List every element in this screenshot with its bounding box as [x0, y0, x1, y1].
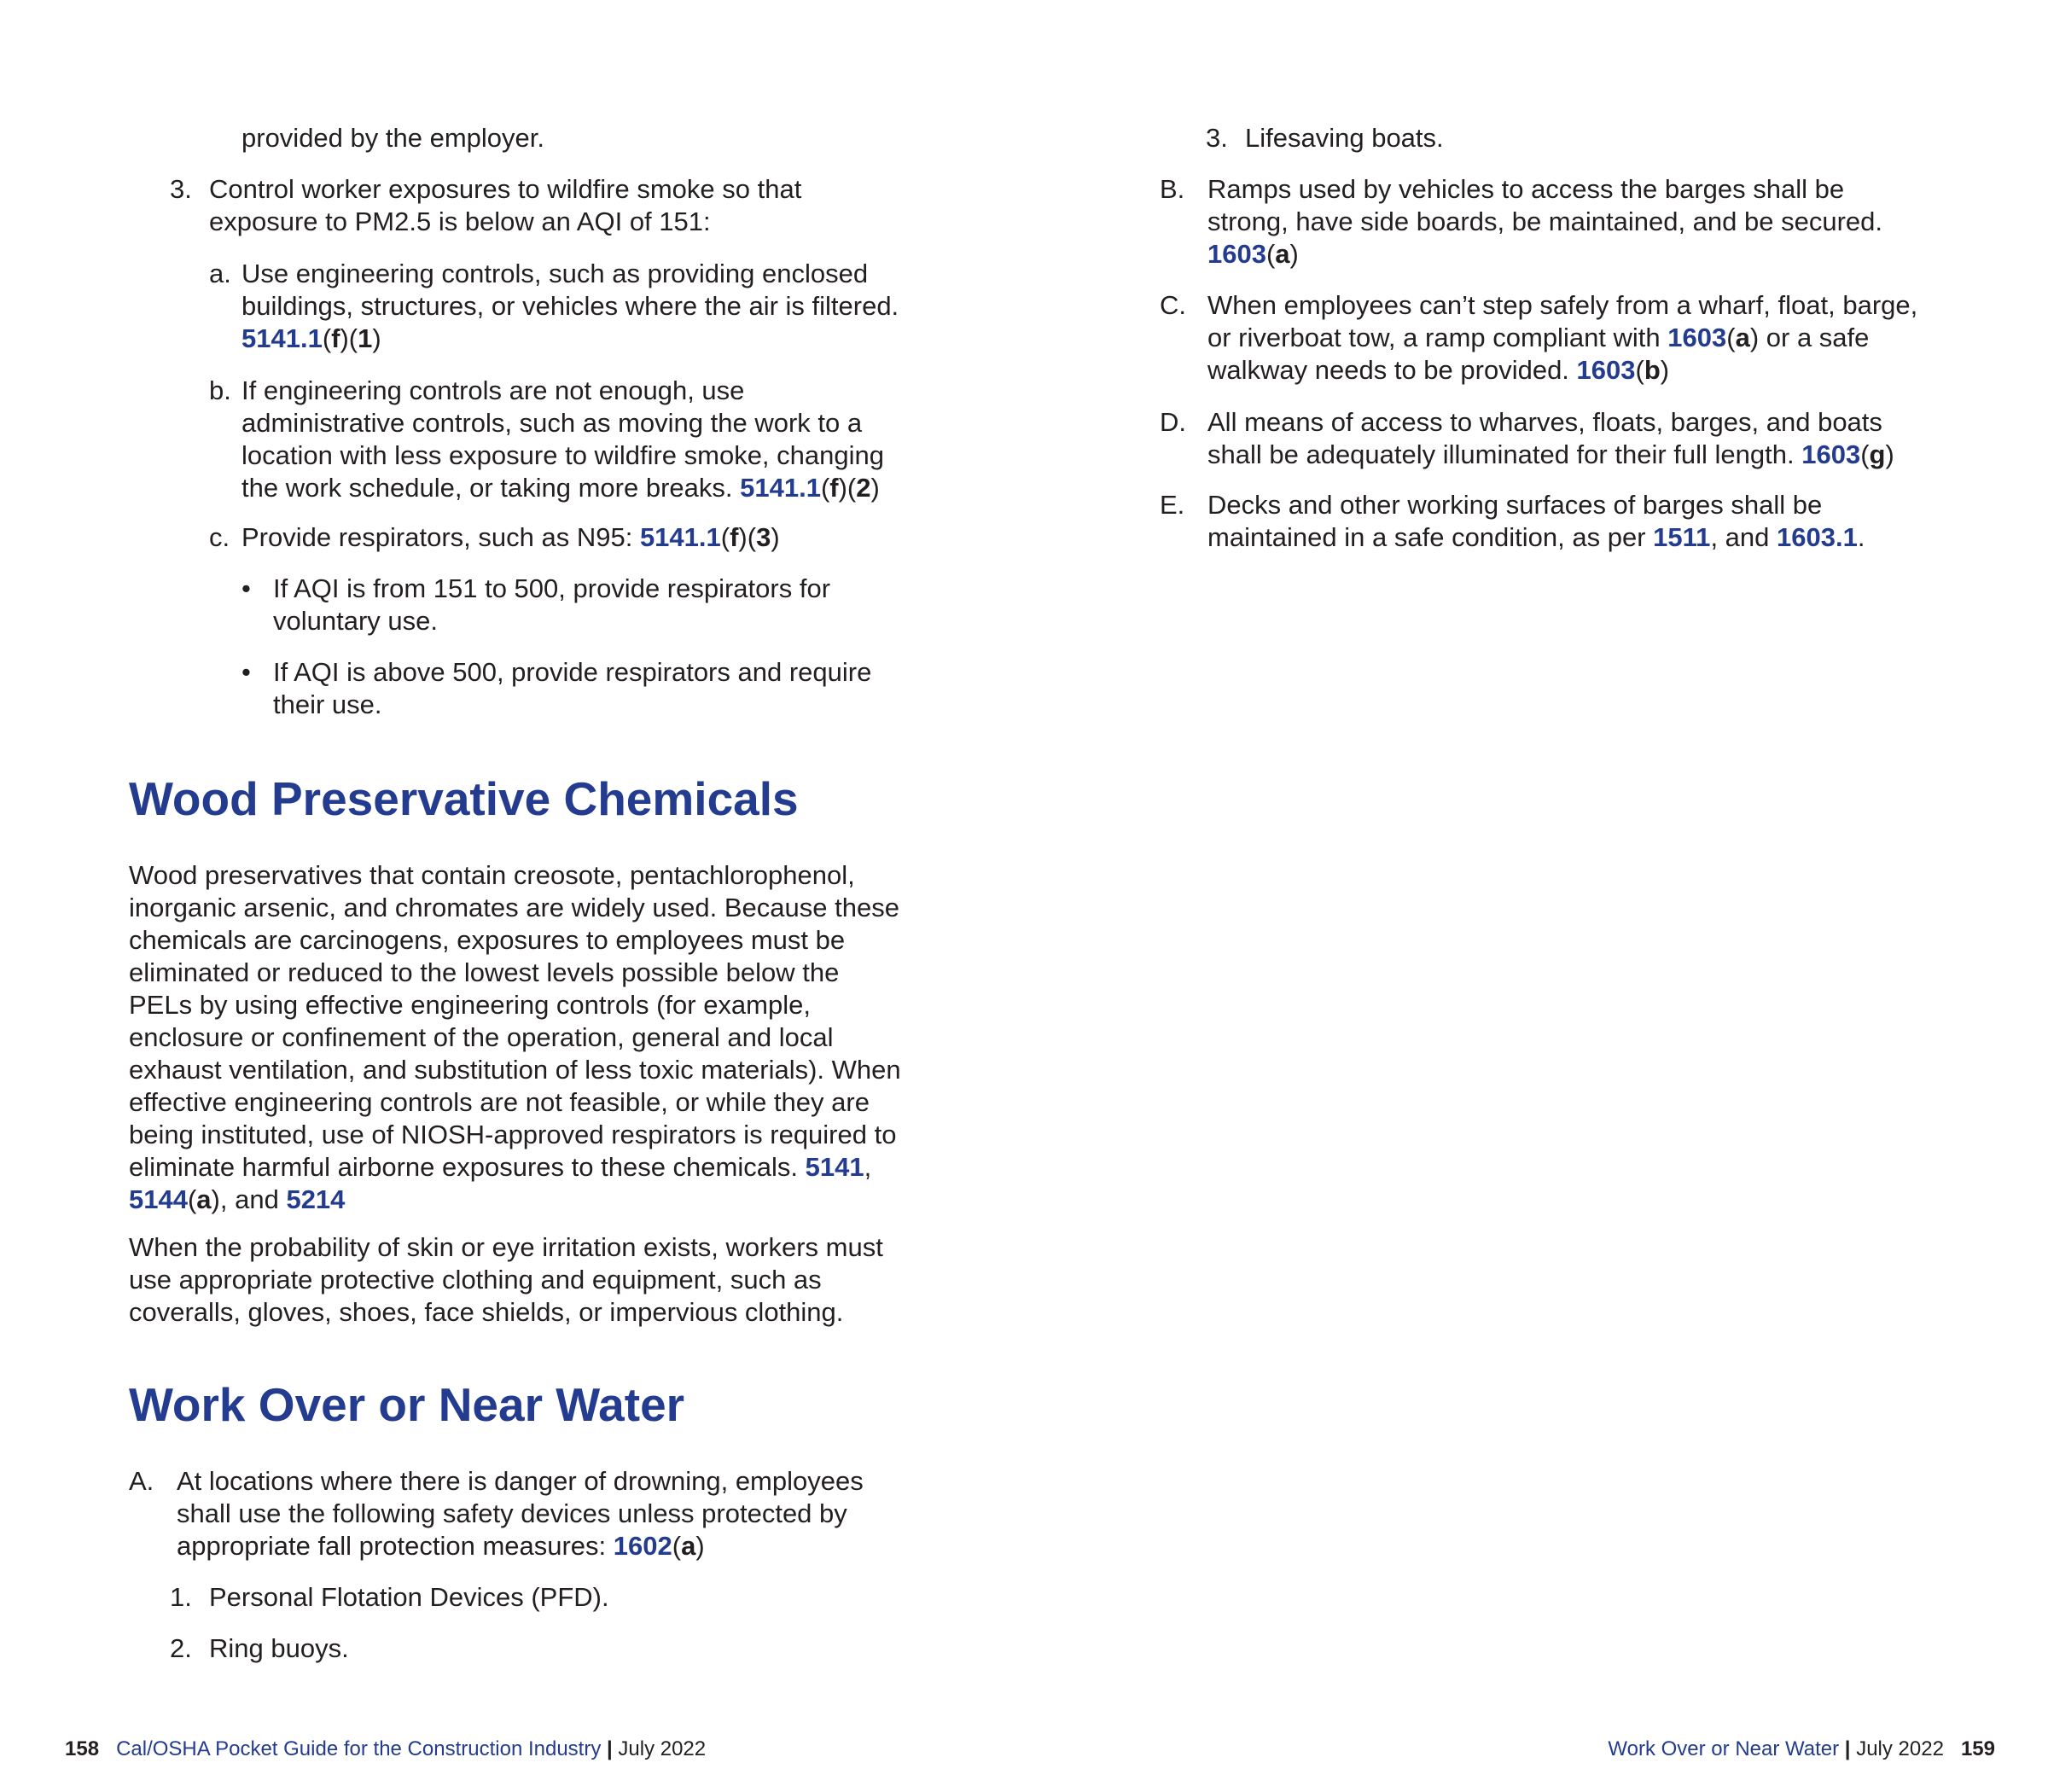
footer-date: July 2022 [1856, 1737, 1944, 1760]
regulation-link[interactable]: 5141 [805, 1152, 864, 1182]
list-letter: C. [1160, 290, 1186, 320]
footer-title: Cal/OSHA Pocket Guide for the Construction Industry [116, 1737, 602, 1760]
list-number: 2. [170, 1633, 192, 1663]
regulation-link[interactable]: 1603 [1207, 239, 1266, 269]
wood-paragraph-1: Wood preservatives that contain creosote, pentachlorophenol, inorganic arsenic, and chromates are widely used. Because these chemicals are carcinogens, exposures to employees must be eliminated or reduced to the lowest levels possible below the PELs by using effective engineering controls (for example, enclosure or confinement of the operation, general and local exhaust ventilation, and substitution of less toxic materials). When effective engineering controls are not feasible, or while they are being instituted, use of NIOSH-approved respirators is required to eliminate harmful airborne exposures to these chemicals. 5141, 5144(a), and 5214 [129, 860, 901, 1214]
list-letter: B. [1160, 174, 1185, 204]
section-heading: Wood Preservative Chemicals [129, 772, 799, 825]
list-item-text: Control worker exposures to wildfire smoke so that exposure to PM2.5 is below an AQI of 151: [209, 174, 802, 236]
regulation-link[interactable]: 5141.1 [740, 473, 821, 503]
paragraph-letter: b [1644, 355, 1661, 385]
paragraph-letter: a [196, 1184, 212, 1214]
bullet-icon: • [241, 657, 251, 687]
footer-divider: | [1844, 1737, 1851, 1760]
list-item-A: At locations where there is danger of drowning, employees shall use the following safety devices unless protected by appropriate fall protection measures: 1602(a) [177, 1466, 864, 1561]
page-number: 158 [65, 1737, 100, 1760]
sub-item-label: b. [209, 375, 231, 405]
separator: . [1857, 522, 1865, 552]
regulation-link[interactable]: 1602 [613, 1531, 672, 1561]
separator: , and [219, 1184, 279, 1214]
sub-item-text: Provide respirators, such as N95: [241, 522, 633, 552]
list-item-text: Ramps used by vehicles to access the barges shall be strong, have side boards, be maintained, and be secured. [1207, 174, 1883, 236]
regulation-link[interactable]: 5144 [129, 1184, 188, 1214]
list-number: 1. [170, 1582, 192, 1612]
list-letter: D. [1160, 407, 1186, 437]
sub-item-text: If engineering controls are not enough, use administrative controls, such as moving the work to a location with less exposure to wildfire smoke, changing the work schedule, or taking more breaks. [241, 375, 884, 503]
footer-divider: | [607, 1737, 613, 1760]
paragraph-letter: a [1275, 239, 1290, 269]
list-item-text: Ring buoys. [209, 1633, 349, 1663]
paragraph-letter: f [829, 473, 839, 503]
paragraph-letter: a [1735, 323, 1750, 352]
list-item-C: When employees can’t step safely from a wharf, float, barge, or riverboat tow, a ramp compliant with 1603(a) or a safe walkway needs to be provided. 1603(b) [1207, 290, 1918, 385]
list-item-text: All means of access to wharves, floats, barges, and boats shall be adequately illuminated for their full length. [1207, 407, 1882, 469]
sub-item-text: Use engineering controls, such as providing enclosed buildings, structures, or vehicles where the air is filtered. [241, 259, 899, 321]
sub-item-c: Provide respirators, such as N95: 5141.1(f)(3) [241, 522, 780, 552]
list-letter: A. [129, 1466, 154, 1496]
carry-over-line: provided by the employer. [241, 123, 544, 153]
regulation-link[interactable]: 5141.1 [241, 323, 323, 353]
regulation-link[interactable]: 1603 [1576, 355, 1636, 385]
separator: , [864, 1152, 872, 1182]
regulation-link[interactable]: 1603 [1801, 439, 1861, 469]
paragraph-number: 3 [756, 522, 771, 552]
paragraph-letter: f [331, 323, 340, 353]
footer-title: Work Over or Near Water [1608, 1737, 1840, 1760]
paragraph-letter: g [1869, 439, 1886, 469]
sub-item-label: a. [209, 259, 231, 288]
wood-paragraph-2: When the probability of skin or eye irritation exists, workers must use appropriate protective clothing and equipment, such as coveralls, gloves, shoes, face shields, or impervious clothing. [129, 1232, 883, 1327]
paragraph-letter: a [681, 1531, 696, 1561]
list-item-text: or a safe walkway needs to be provided. [1207, 323, 1870, 385]
right-page-footer [1608, 1737, 1995, 1762]
list-item-text: When employees can’t step safely from a wharf, float, barge, or riverboat tow, a ramp compliant with [1207, 290, 1918, 352]
page-number: 159 [1960, 1737, 1995, 1760]
list-number: 3. [170, 174, 192, 204]
list-item-text: Personal Flotation Devices (PFD). [209, 1582, 609, 1612]
paragraph-letter: f [730, 522, 739, 552]
list-letter: E. [1160, 490, 1185, 520]
regulation-link[interactable]: 1603 [1667, 323, 1727, 352]
paragraph-number: 2 [856, 473, 871, 503]
paragraph-number: 1 [358, 323, 373, 353]
regulation-link[interactable]: 1603.1 [1777, 522, 1858, 552]
list-item-text: At locations where there is danger of drowning, employees shall use the following safety devices unless protected by appropriate fall protection measures: [177, 1466, 864, 1561]
bullet-item: If AQI is above 500, provide respirators and require their use. [273, 657, 872, 719]
paragraph-text: Wood preservatives that contain creosote, pentachlorophenol, inorganic arsenic, and chromates are widely used. Because these chemicals are carcinogens, exposures to employees must be eliminated or reduced to the lowest levels possible below the PELs by using effective engineering controls (for example, enclosure or confinement of the operation, general and local exhaust ventilation, and substitution of less toxic materials). When effective engineering controls are not feasible, or while they are being instituted, use of NIOSH-approved respirators is required to eliminate harmful airborne exposures to these chemicals. [129, 860, 901, 1182]
section-heading: Work Over or Near Water [129, 1378, 685, 1431]
list-number: 3. [1206, 123, 1228, 153]
regulation-link[interactable]: 1511 [1653, 522, 1711, 552]
bullet-item: If AQI is from 151 to 500, provide respirators for voluntary use. [273, 573, 831, 636]
list-item-text: Lifesaving boats. [1245, 123, 1444, 153]
sub-item-label: c. [209, 522, 230, 552]
footer-date: July 2022 [618, 1737, 707, 1760]
separator: , and [1710, 522, 1770, 552]
regulation-link[interactable]: 5214 [286, 1184, 346, 1214]
list-item-B: Ramps used by vehicles to access the barges shall be strong, have side boards, be maintained, and be secured. 1603(a) [1207, 174, 1883, 269]
sub-item-b: If engineering controls are not enough, use administrative controls, such as moving the work to a location with less exposure to wildfire smoke, changing the work schedule, or taking more breaks. 5141.1(f)(2) [241, 375, 884, 503]
list-item-text: Decks and other working surfaces of barges shall be maintained in a safe condition, as per [1207, 490, 1823, 552]
list-item-E [1207, 489, 1907, 554]
left-page-footer [65, 1737, 706, 1762]
regulation-link[interactable]: 5141.1 [639, 522, 721, 552]
list-item-D: All means of access to wharves, floats, barges, and boats shall be adequately illuminated for their full length. 1603(g) [1207, 407, 1894, 469]
bullet-icon: • [241, 573, 251, 603]
sub-item-a: Use engineering controls, such as providing enclosed buildings, structures, or vehicles where the air is filtered. 5141.1(f)(1) [241, 259, 899, 353]
